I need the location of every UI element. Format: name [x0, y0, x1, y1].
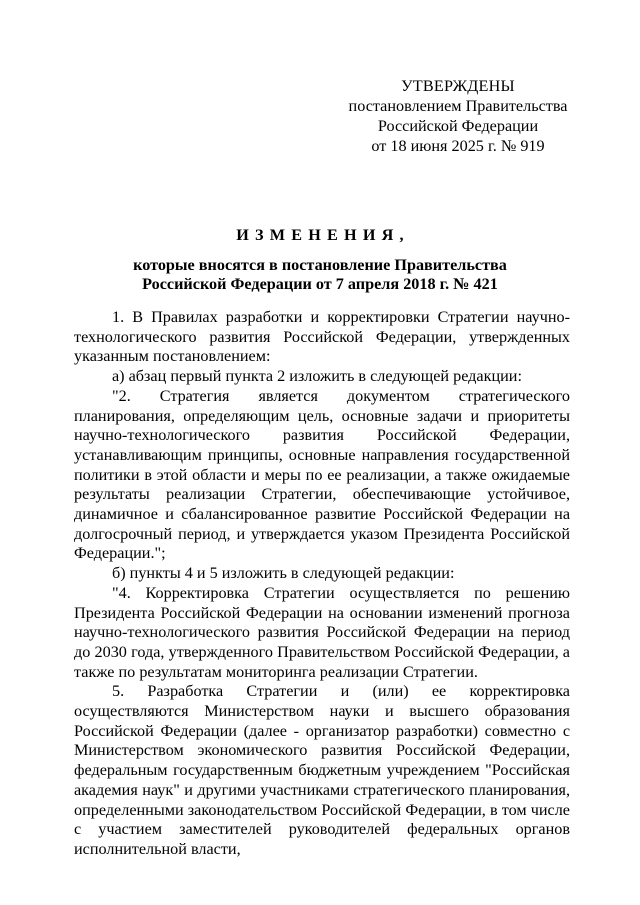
approval-title: УТВЕРЖДЕНЫ	[401, 77, 515, 95]
paragraph: "4. Корректировка Стратегии осуществляется по решению Президента Российской Федерации на основании изменений прогноза научно-технологического развития Российской Федерации на период до 2030 года, утвержденного Правительством Российской Федерации, а также по результатам мониторинга реализации Стратегии.	[74, 583, 570, 681]
paragraph: 1. В Правилах разработки и корректировки Стратегии научно-технологического развития Российской Федерации, утвержденных указанным постановлением:	[74, 308, 570, 366]
approval-line-1: постановлением Правительства	[348, 97, 568, 115]
approval-block	[340, 76, 576, 156]
paragraph: б) пункты 4 и 5 изложить в следующей редакции:	[112, 564, 455, 583]
approval-date-line: от 18 июня 2025 г. № 919	[371, 137, 545, 155]
heading-subtitle-line-2: Российской Федерации от 7 апреля 2018 г. № 421	[142, 275, 498, 293]
paragraph: 5. Разработка Стратегии и (или) ее корректировка осуществляются Министерством науки и высшего образования Российской Федерации (далее - организатор разработки) совместно с Министерством экономического развития Российской Федерации, федеральным государственным бюджетным учреждением "Российская академия наук" и другими участниками стратегического планирования, определенными законодательством Российской Федерации, в том числе с участием заместителей руководителей федеральных органов исполнительной власти,	[74, 682, 570, 858]
paragraph: а) абзац первый пункта 2 изложить в следующей редакции:	[112, 367, 522, 386]
document-body	[74, 308, 570, 860]
approval-line-2: Российской Федерации	[377, 117, 539, 135]
paragraph: "2. Стратегия является документом стратегического планирования, определяющим цель, основные задачи и приоритеты научно-технологического развития Российской Федерации, устанавливающим принципы, основные направления государственной политики в этой области и меры по ее реализации, а также ожидаемые результаты реализации Стратегии, обеспечивающие устойчивое, динамичное и сбалансированное развитие Российской Федерации на долгосрочный период, и утверждается указом Президента Российской Федерации.";	[74, 386, 570, 563]
document-heading	[72, 224, 568, 294]
heading-subtitle-line-1: которые вносятся в постановление Правительства	[133, 256, 507, 274]
heading-title: ИЗМЕНЕНИЯ,	[236, 226, 410, 244]
